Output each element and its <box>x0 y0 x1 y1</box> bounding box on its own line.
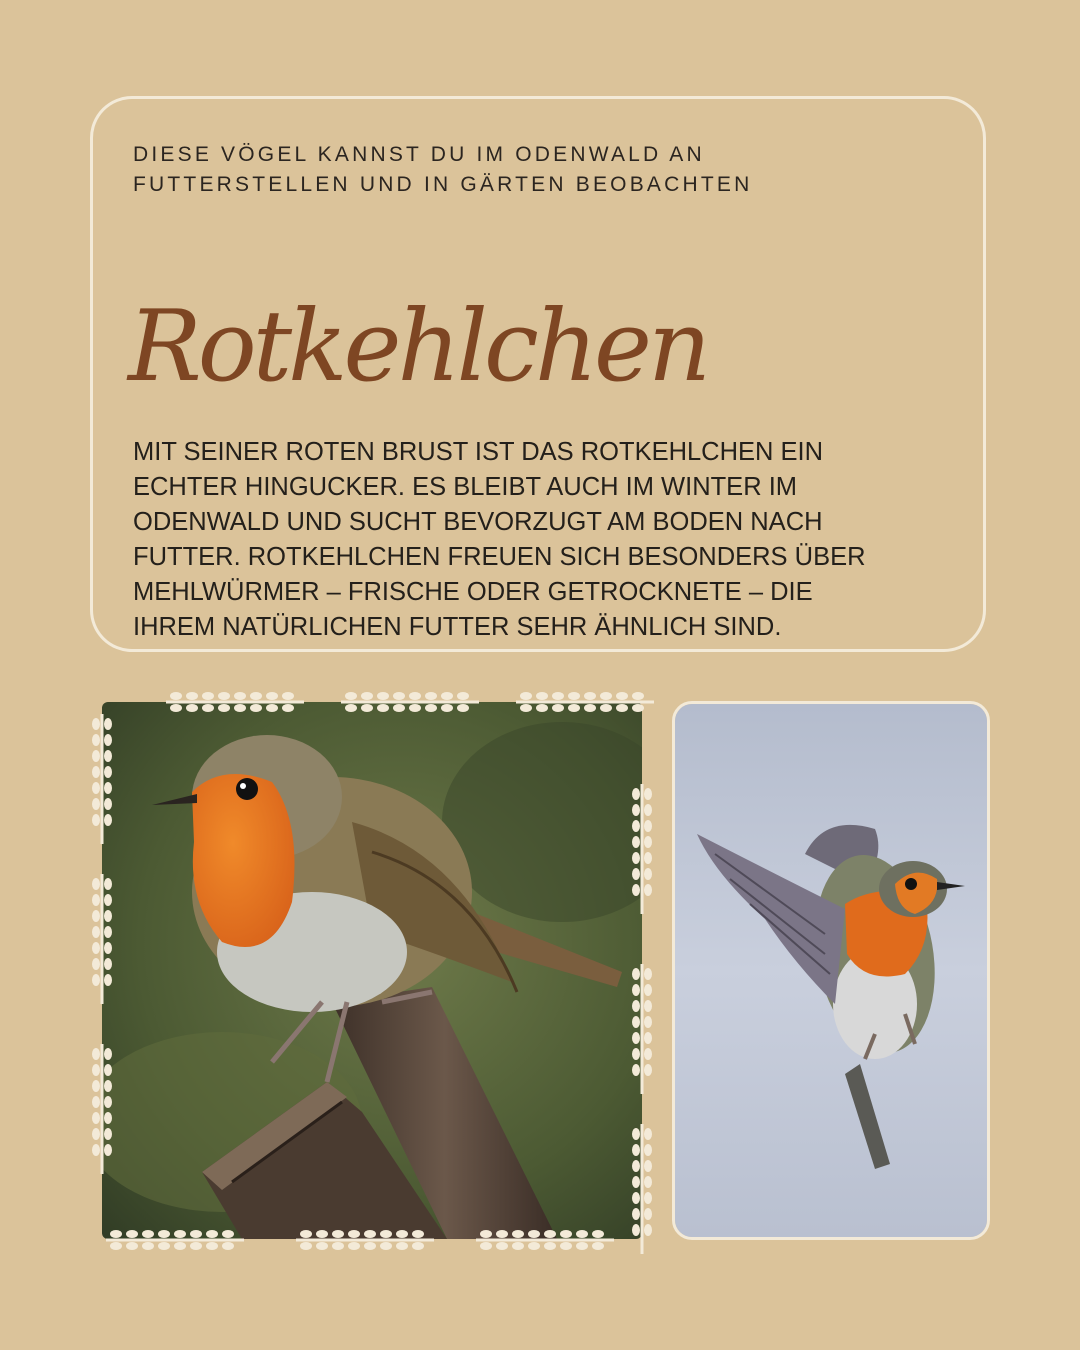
robin-flying-photo <box>672 701 990 1240</box>
laurel-vine-icon <box>84 684 660 1258</box>
page-title: Rotkehlchen <box>128 290 708 404</box>
description-line: ECHTER HINGUCKER. ES BLEIBT AUCH IM WINTER IM <box>133 473 798 501</box>
robin-perched-photo-frame <box>84 684 660 1258</box>
description-line: IHREM NATÜRLICHEN FUTTER SEHR ÄHNLICH SIND. <box>133 613 782 641</box>
description-line: ODENWALD UND SUCHT BEVORZUGT AM BODEN NACH <box>133 508 823 536</box>
kicker-line: DIESE VÖGEL KANNST DU IM ODENWALD AN <box>133 143 705 166</box>
description-line: MIT SEINER ROTEN BRUST IST DAS ROTKEHLCHEN EIN <box>133 438 824 466</box>
description-line: MEHLWÜRMER – FRISCHE ODER GETROCKNETE – DIE <box>133 578 813 606</box>
description <box>133 435 963 645</box>
kicker-line: FUTTERSTELLEN UND IN GÄRTEN BEOBACHTEN <box>133 173 753 196</box>
kicker-heading <box>133 140 833 200</box>
description-line: FUTTER. ROTKEHLCHEN FREUEN SICH BESONDERS ÜBER <box>133 543 866 571</box>
